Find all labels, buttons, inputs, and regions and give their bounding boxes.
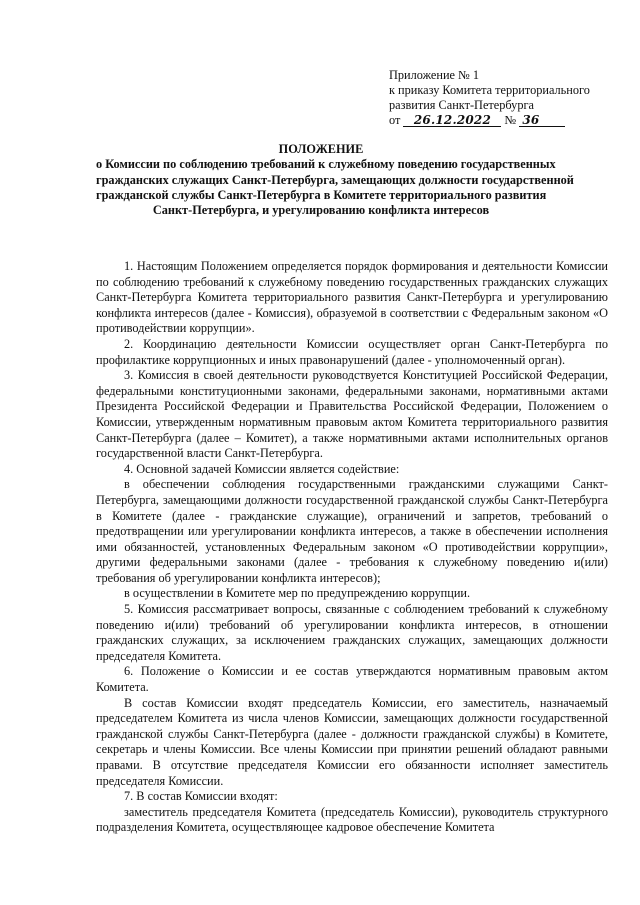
paragraph-6: 6. Положение о Комиссии и ее состав утверждаются нормативным правовым актом Комитета. <box>96 664 608 695</box>
paragraph-4-item-1: в обеспечении соблюдения государственными гражданскими служащими Санкт-Петербурга, замещающими должности государственной гражданской службы Санкт-Петербурга в Комитете (далее - гражданские служащие), ограничений и запретов, требований о предотвращении или урегулировании конфликта интересов, а также в обеспечении исполнения ими обязанностей, установленных Федеральным законом «О противодействии коррупции», другими федеральными законами (далее - требования к служебному поведению и(или) требования об урегулировании конфликта интересов); <box>96 477 608 585</box>
appendix-line-2: к приказу Комитета территориального <box>389 83 590 97</box>
number-label: № <box>504 113 517 127</box>
paragraph-1: 1. Настоящим Положением определяется порядок формирования и деятельности Комиссии по соблюдению требований к служебному поведению государственных гражданских служащих Санкт-Петербурга Комитета территориального развития Санкт-Петербурга и урегулированию конфликта интересов (далее - Комиссия), образуемой в соответствии с Федеральным законом «О противодействии коррупции». <box>96 259 608 336</box>
paragraph-4: 4. Основной задачей Комиссии является содействие: <box>124 461 400 476</box>
paragraph-2: 2. Координацию деятельности Комиссии осуществляет орган Санкт-Петербурга по профилактике коррупционных и иных правонарушений (далее - уполномоченный орган). <box>96 336 608 367</box>
appendix-line-3: развития Санкт-Петербурга <box>389 98 534 112</box>
title-line: гражданской службы Санкт-Петербурга в Комитете территориального развития <box>96 187 547 202</box>
handwritten-date: 26.12.2022 <box>403 114 501 127</box>
title-heading: ПОЛОЖЕНИЕ <box>278 142 364 156</box>
handwritten-number: 36 <box>519 114 565 127</box>
paragraph-7: 7. В состав Комиссии входят: <box>124 789 278 804</box>
document-title <box>96 142 574 218</box>
title-line: о Комиссии по соблюдению требований к служебному поведению государственных <box>96 157 556 172</box>
document-body <box>96 259 608 836</box>
from-label: от <box>389 113 401 127</box>
paragraph-5: 5. Комиссия рассматривает вопросы, связанные с соблюдением требований к служебному поведению и(или) требований об урегулировании конфликта интересов, в отношении гражданских служащих, за исключением гражданских служащих, замещающих должности председателя Комитета. <box>96 602 608 663</box>
title-line: Санкт-Петербурга, и урегулированию конфликта интересов <box>152 203 490 218</box>
paragraph-6-composition: В состав Комиссии входят председатель Комиссии, его заместитель, назначаемый председателем Комитета из числа членов Комиссии, замещающих должности государственной гражданской службы Санкт-Петербурга (далее - должности гражданской службы) в Комитете, секретарь и члены Комиссии. Все члены Комиссии при принятии решений обладают равными правами. В отсутствие председателя Комиссии его обязанности исполняет заместитель председателя Комиссии. <box>96 695 608 788</box>
title-line: гражданских служащих Санкт-Петербурга, замещающих должности государственной <box>96 172 574 187</box>
appendix-block <box>389 68 619 128</box>
appendix-date-line <box>389 113 619 128</box>
paragraph-3: 3. Комиссия в своей деятельности руководствуется Конституцией Российской Федерации, федеральными конституционными законами, федеральными законами, нормативными актами Президента Российской Федерации и Правительства Российской Федерации, Положением о Комиссии, утвержденным нормативным правовым актом Комитета территориального развития Санкт-Петербурга (далее – Комитет), а также нормативными актами исполнительных органов государственной власти Санкт-Петербурга. <box>96 368 608 461</box>
appendix-line-1: Приложение № 1 <box>389 68 480 82</box>
paragraph-7-item-1: заместитель председателя Комитета (председатель Комиссии), руководитель структурного подразделения Комитета, осуществляющее кадровое обеспечение Комитета <box>96 804 608 835</box>
paragraph-4-item-2: в осуществлении в Комитете мер по предупреждению коррупции. <box>124 586 471 601</box>
